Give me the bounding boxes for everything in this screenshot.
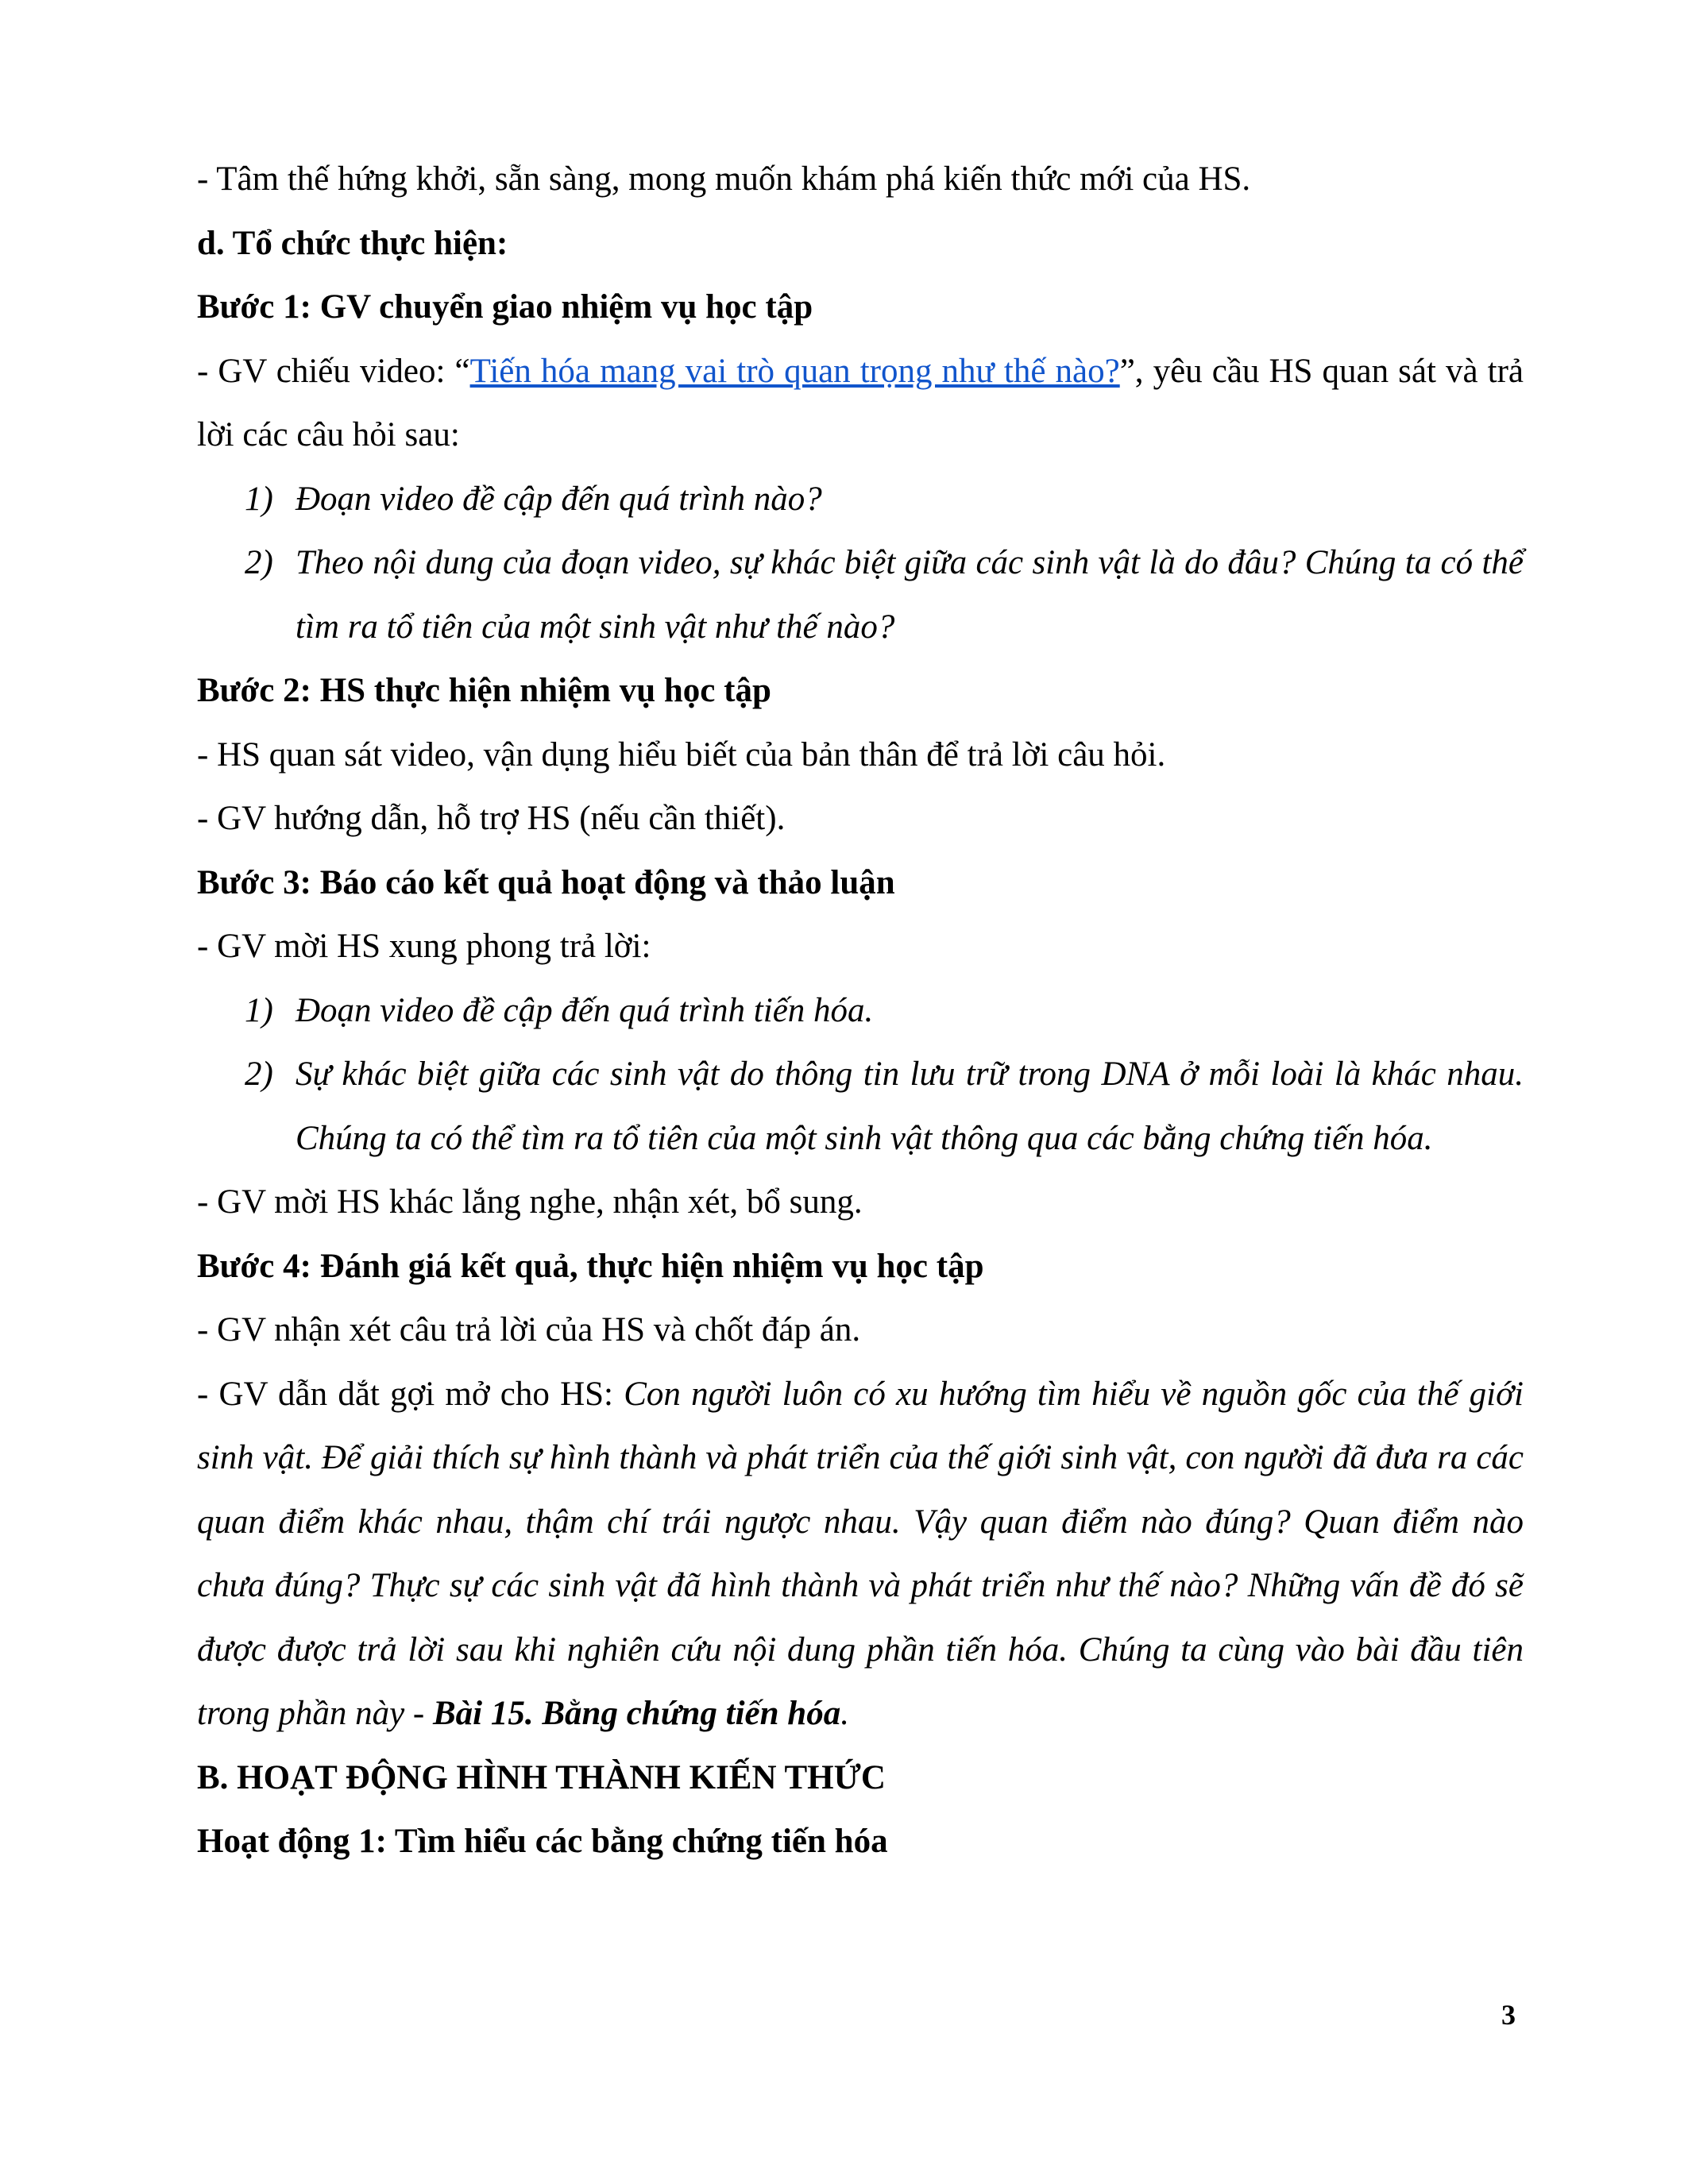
step4-heading: Bước 4: Đánh giá kết quả, thực hiện nhiệm vụ học tập — [197, 1247, 984, 1285]
step4-line: - GV nhận xét câu trả lời của HS và chốt đáp án. — [197, 1311, 861, 1349]
step1-heading: Bước 1: GV chuyển giao nhiệm vụ học tập — [197, 288, 813, 326]
page-number: 3 — [1501, 1999, 1516, 2031]
answer-item — [245, 979, 1524, 1044]
question-item — [245, 468, 1524, 532]
activity1-heading: Hoạt động 1: Tìm hiểu các bằng chứng tiến hóa — [197, 1823, 888, 1860]
answer-number: 2) — [245, 1055, 273, 1093]
answer-text: Đoạn video đề cập đến quá trình tiến hóa. — [295, 991, 874, 1029]
lead-in-end: . — [840, 1695, 849, 1732]
question-item — [245, 531, 1524, 659]
lead-in-prefix: - GV dẫn dắt gợi mở cho HS: — [197, 1375, 624, 1413]
lead-in-paragraph — [197, 1363, 1524, 1746]
page-content — [197, 148, 1524, 1874]
step3-outro: - GV mời HS khác lắng nghe, nhận xét, bổ sung. — [197, 1183, 863, 1221]
question-text: Đoạn video đề cập đến quá trình nào? — [295, 480, 822, 518]
step3-intro: - GV mời HS xung phong trả lời: — [197, 928, 651, 965]
video-instruction — [197, 340, 1524, 468]
step2-heading: Bước 2: HS thực hiện nhiệm vụ học tập — [197, 672, 771, 709]
lesson-title: Bài 15. Bằng chứng tiến hóa — [433, 1695, 841, 1732]
lead-in-italic: Con người luôn có xu hướng tìm hiểu về nguồn gốc của thế giới sinh vật. Để giải thích sự hình thành và phát triển của thế giới sinh vật, con người đã đưa ra các quan điểm khác nhau, thậm chí trái ngược nhau. Vậy quan điểm nào đúng? Quan điểm nào chưa đúng? Thực sự các sinh vật đã hình thành và phát triển như thế nào? Những vấn đề đó sẽ được được trả lời sau khi nghiên cứu nội dung phần tiến hóa. Chúng ta cùng vào bài đầu tiên trong phần này - — [197, 1375, 1524, 1732]
step2-line: - HS quan sát video, vận dụng hiểu biết của bản thân để trả lời câu hỏi. — [197, 735, 1166, 774]
video-prefix: - GV chiếu video: “ — [197, 352, 470, 390]
question-number: 2) — [245, 544, 273, 581]
question-number: 1) — [245, 480, 273, 518]
video-suffix: ”, yêu cầu HS quan sát và trả lời các câu hỏi sau: — [197, 352, 1524, 453]
section-d-heading: d. Tổ chức thực hiện: — [197, 224, 508, 262]
step3-heading: Bước 3: Báo cáo kết quả hoạt động và thảo luận — [197, 863, 895, 901]
question-text: Theo nội dung của đoạn video, sự khác biệt giữa các sinh vật là do đâu? Chúng ta có thể tìm ra tổ tiên của một sinh vật như thế nào? — [295, 544, 1524, 646]
step2-line: - GV hướng dẫn, hỗ trợ HS (nếu cần thiết). — [197, 800, 786, 837]
section-b-heading: B. HOẠT ĐỘNG HÌNH THÀNH KIẾN THỨC — [197, 1758, 886, 1796]
attitude-line: - Tâm thế hứng khởi, sẵn sàng, mong muốn khám phá kiến thức mới của HS. — [197, 160, 1251, 198]
answer-item — [245, 1043, 1524, 1171]
answer-text: Sự khác biệt giữa các sinh vật do thông tin lưu trữ trong DNA ở mỗi loài là khác nhau. Chúng ta có thể tìm ra tổ tiên của một sinh vật thông qua các bằng chứng tiến hóa. — [295, 1055, 1524, 1157]
answer-number: 1) — [245, 991, 273, 1029]
video-link[interactable]: Tiến hóa mang vai trò quan trọng như thế nào? — [469, 352, 1120, 390]
